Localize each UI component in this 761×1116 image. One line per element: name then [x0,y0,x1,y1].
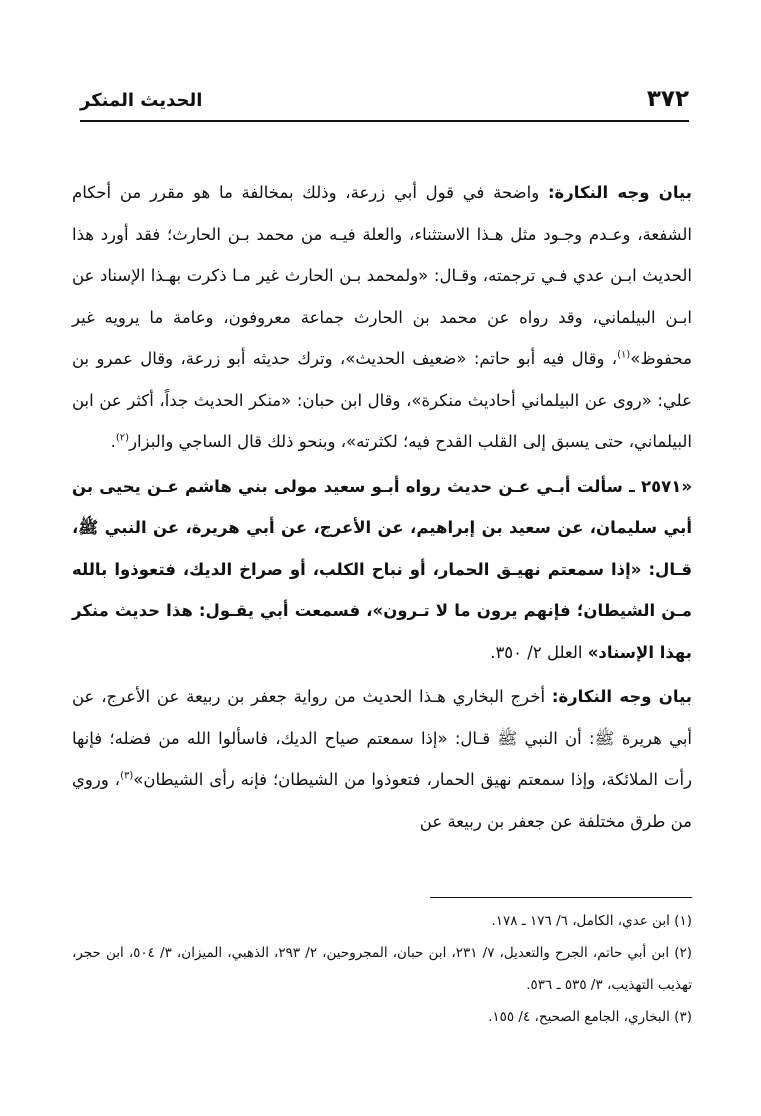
footnotes [72,905,692,1033]
footnote-text: ابن عدي، الكامل، ٦/ ١٧٦ ـ ١٧٨. [491,913,670,929]
footnote-text: البخاري، الجامع الصحيح، ٤/ ١٥٥. [488,1009,670,1025]
page-header [80,82,689,122]
paragraph-hadith-2571 [72,466,692,674]
footnote-1 [72,905,692,937]
section-lead: بيان وجه النكارة: [551,687,692,706]
main-text [72,172,692,842]
footnote-ref: (١) [617,349,631,361]
paragraph-end: . [110,432,116,451]
footnote-ref: (٢) [115,432,130,444]
footnote-number: (٣) [674,1009,692,1025]
footnote-rule [430,897,692,898]
footnote-text: ابن أبي حاتم، الجرح والتعديل، ٧/ ٢٣١، ابن حبان، المجروحين، ٢/ ٢٩٣، الذهبي، الميزان، ٣/ ٥٠٤، ابن حجر، تهذيب التهذيب، ٣/ ٥٣٥ ـ ٥٣٦. [72,945,692,993]
footnote-ref: (٣) [120,770,134,782]
footnote-2 [72,937,692,1001]
paragraph-text: ، وقال فيه أبو حاتم: «ضعيف الحديث»، وترك حديثه أبو زرعة، وقال عمرو بن علي: «روى عن البيلماني أحاديث منكرة»، وقال ابن حبان: «منكر الحديث جداً، أكثر عن ابن البيلماني، حتى يسبق إلى القلب القدح فيه؛ لكثرته»، وبنحو ذلك قال الساجي والبزار [72,349,692,451]
paragraph-explanation-2 [72,676,692,842]
paragraph-text: أخرج البخاري هـذا الحديث من رواية جعفر بن ربيعة عن الأعرج، عن أبي هريرة ﷺ: أن النبي ﷺ قـال: «إذا سمعتم صياح الديك، فاسألوا الله من فضله؛ فإنها رأت الملائكة، وإذا سمعتم نهيق الحمار، فتعوذوا من الشيطان؛ فإنه رأى الشيطان» [72,687,692,789]
paragraph-explanation-1 [72,172,692,463]
section-lead: بيان وجه النكارة: [547,183,692,202]
page-number: ٣٧٢ [646,86,689,112]
hadith-citation: العلل ٢/ ٣٥٠. [490,642,588,662]
header-rule [80,120,689,122]
paragraph-text: واضحة في قول أبي زرعة، وذلك بمخالفة ما هو مقرر من أحكام الشفعة، وعـدم وجـود مثل هـذا الاستثناء، والعلة فيـه من محمد بـن الحارث؛ فقد أورد هذا الحديث ابـن عدي فـي ترجمته، وقـال: «ولمحمد بـن الحارث غير مـا ذكرت بهـذا الإسناد عن ابـن البيلماني، وقد رواه عن محمد بن الحارث جماعة معروفون، وعامة ما يرويه غير محفوظ» [72,183,692,368]
running-title: الحديث المنكر [80,90,203,111]
footnote-number: (٢) [674,945,693,961]
hadith-text: «٢٥٧١ ـ سألت أبـي عـن حديث رواه أبـو سعيد مولى بني هاشم عـن يحيى بن أبي سليمان، عن سعيد بن إبراهيم، عن الأعرج، عن أبي هريرة، عن النبي ﷺ، قـال: «إذا سمعتم نهيـق الحمار، أو نباح الكلب، أو صراخ الديك، فتعوذوا بالله مـن الشيطان؛ فإنهم يرون ما لا تـرون»، فسمعت أبي يقـول: هذا حديث منكر بهذا الإسناد» [72,476,692,662]
paragraph-text: ، وروي من طرق مختلفة عن جعفر بن ربيعة عن [72,770,692,831]
footnote-3 [72,1001,692,1033]
footnote-number: (١) [674,913,692,929]
